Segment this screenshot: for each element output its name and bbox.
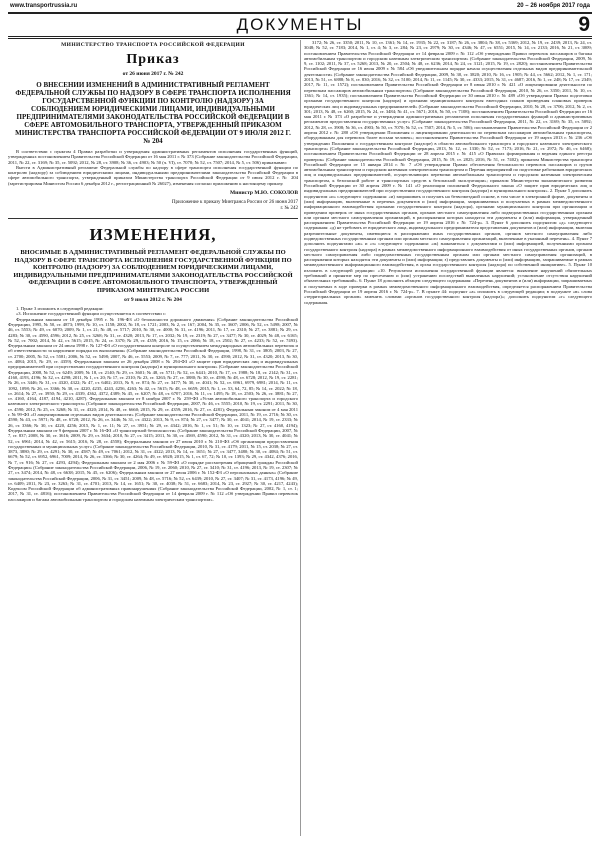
changes-title: ИЗМЕНЕНИЯ, bbox=[89, 225, 217, 245]
order-date: от 26 июня 2017 г. № 242 bbox=[122, 71, 184, 77]
masthead bbox=[8, 12, 592, 39]
page-meta bbox=[0, 0, 600, 12]
order-clause: Внести в Административный регламент Федеральной службы по надзору в сфере транспорта исполнения государственной функции по контролю (надзору) за соблюдением юридическими лицами, индивидуальными предпринимателями законодательства Российской Федерации в сфере автомобильного транспорта, утвержденный приказом Министерства транспорта Российской Федерации от 9 июля 2012 г. № 204 (зарегистрирован Минюстом России 6 декабря 2012 г., регистрационный № 26027), изменения согласно приложению к настоящему приказу. bbox=[8, 164, 298, 186]
appendix-note: Приложение к приказу Минтранса России от 26 июня 2017 г. № 242 bbox=[171, 200, 298, 212]
order-intro: В соответствии с пунктом 4 Правил разработки и утверждения административных регламентов исполнения государственных функций, утвержденных постановлением Правительства Российской Федерации от 16 мая 2011 г. № 373 (Собрание законодательства Российской Федерации, 2011, № 22, ст. 3169; № 35, ст. 5092; 2012, № 28, ст. 3908; № 36, ст. 4903; № 50 (ч. VI), ст. 7070; № 52, ст. 7507; 2014, № 5, ст. 506) приказываю: bbox=[8, 149, 298, 165]
changes-item-1: 1. Пункт 3 изложить в следующей редакции: bbox=[16, 306, 104, 312]
changes-heading: ВНОСИМЫЕ В АДМИНИСТРАТИВНЫЙ РЕГЛАМЕНТ ФЕДЕРАЛЬНОЙ СЛУЖБЫ ПО НАДЗОРУ В СФЕРЕ ТРАНСПОРТА ИСПОЛНЕНИЯ ГОСУДАРСТВЕННОЙ ФУНКЦИИ ПО КОНТРОЛЮ (НАДЗОРУ) ЗА СОБЛЮДЕНИЕМ ЮРИДИЧЕСКИМИ ЛИЦАМИ, ИНДИВИДУАЛЬНЫМИ ПРЕДПРИНИМАТЕЛЯМИ ЗАКОНОДАТЕЛЬСТВА РОССИЙСКОЙ ФЕДЕРАЦИИ В СФЕРЕ АВТОМОБИЛЬНОГО ТРАНСПОРТА, УТВЕРЖДЕННЫЙ ПРИКАЗОМ МИНТРАНСА РОССИИ bbox=[13, 249, 293, 294]
divider bbox=[8, 218, 298, 219]
issue-date: 20 – 26 ноября 2017 года bbox=[516, 3, 590, 9]
left-column bbox=[8, 40, 298, 836]
changes-date: от 9 июля 2012 г. № 204 bbox=[124, 297, 182, 304]
changes-text-right: 3172; № 26, ст. 3350; 2011, № 10, ст. 1361; № 14, ст. 1935; № 22, ст. 3187; № 26, ст. 3804; № 38, ст. 5369; 2012, № 19, ст. 2439; 2013, № 24, ст. 3048; № 52, ст. 7183; 2014, № 1, ст. 4; № 3, ст. 284; № 23, ст. 2979; № 30, ст. 4346; № 47, ст. 6551; 2015, № 14, ст. 2133; 2016, № 21, ст. 3009; постановлением Правительства Российской Федерации от 14 февраля 2009 г. № 112 «Об утверждении Правил перевозок пассажиров и багажа автомобильным транспортом и городским наземным электрическим транспортом» (Собрание законодательства Российской Федерации, 2009, № 9, ст. 1102; 2011, № 37, ст. 5268; 2013, № 20, ст. 2504; № 48, ст. 6236; 2014, № 24, ст. 3121; 2015, № 19, ст. 2820); постановлением Правительства Российской Федерации от 16 июля 2009 г. № 584 «Об уведомительном порядке начала осуществления отдельных видов предпринимательской деятельности» (Собрание законодательства Российской Федерации, 2009, № 30, ст. 3820; 2010, № 16, ст. 1905; № 44, ст. 5662; 2012, № 1, ст. 171; 2013, № 51, ст. 6888; № 8, ст. 830; 2016, № 32, ст. 5100; 2014, № 11, ст. 1145; № 30, ст. 4333; 2015, № 31, ст. 4687; 2016, № 1, ст. 248; № 17, ст. 2349; 2017, № 11, ст. 1572); постановлением Правительства Российской Федерации от 8 июня 2010 г. № 421 «О лицензировании деятельности по перевозкам пассажиров автомобильным транспортом» (Собрание законодательства Российской Федерации, 2010, № 26, ст. 3350; 2011, № 10, ст. 1361; № 14, ст. 1935); постановлением Правительства Российской Федерации от 30 июня 2010 г. № 489 «Об утверждении Правил подготовки органами государственного контроля (надзора) и органами муниципального контроля ежегодных планов проведения плановых проверок юридических лиц и индивидуальных предпринимателей» (Собрание законодательства Российской Федерации, 2010, № 28, ст. 3706; 2012, № 2, ст. 301; 2013, № 48, ст. 6260; 2015, № 24, ст. 3484; № 41, ст. 5671; 2016, № 50, ст. 7108); постановлением Правительства Российской Федерации от 16 мая 2011 г. № 373 «О разработке и утверждении административных регламентов исполнения государственных функций и административных регламентов предоставления государственных услуг» (Собрание законодательства Российской Федерации, 2011, № 22, ст. 3169; № 35, ст. 5092; 2012, № 28, ст. 3908; № 36, ст. 4903; № 50, ст. 7070; № 52, ст. 7507; 2014, № 5, ст. 506); постановлением Правительства Российской Федерации от 2 апреля 2012 г. № 280 «Об утверждении Положения о лицензировании деятельности по перевозкам пассажиров автомобильным транспортом, оборудованным для перевозок более восьми человек»; постановлением Правительства Российской Федерации от 19 марта 2013 г. № 236 «Об утверждении Положения о государственном контроле (надзоре) в области автомобильного транспорта и городского наземного электрического транспорта» (Собрание законодательства Российской Федерации, 2013, № 12, ст. 1330; № 52, ст. 7173; 2016, № 21, ст. 2972; № 46, ст. 6468); постановлением Правительства Российской Федерации от 28 апреля 2015 г. № 415 «О Правилах формирования и ведения единого реестра проверок» (Собрание законодательства Российской Федерации, 2015, № 19, ст. 2825; 2016, № 51, ст. 7402); приказом Министерства транспорта Российской Федерации от 15 января 2014 г. № 7 «Об утверждении Правил обеспечения безопасности перевозок пассажиров и грузов автомобильным транспортом и городским наземным электрическим транспортом и Перечня мероприятий по подготовке работников юридических лиц и индивидуальных предпринимателей, осуществляющих перевозки автомобильным транспортом и городским наземным электрическим транспортом, к безопасной работе и транспортных средств к безопасной эксплуатации»; приказом Министерства экономического развития Российской Федерации от 30 апреля 2009 г. № 141 «О реализации положений Федерального закона «О защите прав юридических лиц и индивидуальных предпринимателей при осуществлении государственного контроля (надзора) и муниципального контроля». 2. Пункт 5 дополнить подпунктом «и» следующего содержания: «и) запрашивать и получать на безвозмездной основе, в том числе в электронной форме, документы и (или) информацию, включенные в перечень документов и (или) информации, запрашиваемых и получаемых в рамках межведомственного информационного взаимодействия органами государственного контроля (надзора), органами муниципального контроля при организации и проведении проверок от иных государственных органов, органов местного самоуправления либо подведомственных государственным органам или органам местного самоуправления организаций, в распоряжении которых находятся эти документы и (или) информация, утвержденный распоряжением Правительства Российской Федерации от 19 апреля 2016 г. № 724-р». 3. Пункт 6 дополнить подпунктом «д» следующего содержания: «д) не требовать от юридического лица, индивидуального предпринимателя представления документов и (или) информации, включая разрешительные документы, имеющиеся в распоряжении иных государственных органов, органов местного самоуправления либо подведомственных государственным органам или органам местного самоуправления организаций, включенные в указанный перечень». 4. Пункт 7 дополнить подпунктами «ж» и «з» следующего содержания: «ж) знакомиться с документами и (или) информацией, полученными органом государственного контроля (надзора) в рамках межведомственного информационного взаимодействия от иных государственных органов, органов местного самоуправления либо подведомственных государственным органам или органам местного самоуправления организаций, в распоряжении которых находятся эти документы и (или) информация; з) представлять документы и (или) информацию, запрашиваемые в рамках межведомственного информационного взаимодействия, в орган государственного контроля (надзора) по собственной инициативе». 5. Пункт 10 изложить в следующей редакции: «10. Результатом исполнения государственной функции является: выявление нарушений обязательных требований и принятие мер по пресечению и (или) устранению последствий выявленных нарушений; установление отсутствия нарушений обязательных требований». 6. Пункт 18 дополнить абзацем следующего содержания: «Перечень документов и (или) информации, запрашиваемых и получаемых в ходе проверки в рамках межведомственного информационного взаимодействия, определяется распоряжением Правительства Российской Федерации от 19 апреля 2016 г. № 724-р». 7. В пункте 44: подпункт «а» изложить в следующей редакции; в подпункте «в» слова «территориальных органов» заменить словами «органов государственного контроля (надзора)»; дополнить подпунктом «г» следующего содержания. bbox=[304, 40, 592, 305]
right-column bbox=[304, 40, 592, 836]
ministry-name: МИНИСТЕРСТВО ТРАНСПОРТА РОССИЙСКОЙ ФЕДЕРАЦИИ bbox=[61, 42, 245, 48]
changes-item-1-quote: «3. Исполнение государственной функции осуществляется в соответствии с: bbox=[16, 311, 167, 317]
site-url[interactable]: www.transportrussia.ru bbox=[10, 3, 78, 9]
column-rule bbox=[300, 40, 301, 836]
order-heading: О ВНЕСЕНИИ ИЗМЕНЕНИЙ В АДМИНИСТРАТИВНЫЙ РЕГЛАМЕНТ ФЕДЕРАЛЬНОЙ СЛУЖБЫ ПО НАДЗОРУ В СФЕРЕ ТРАНСПОРТА ИСПОЛНЕНИЯ ГОСУДАРСТВЕННОЙ ФУНКЦИИ ПО КОНТРОЛЮ (НАДЗОРУ) ЗА СОБЛЮДЕНИЕМ ЮРИДИЧЕСКИМИ ЛИЦАМИ, ИНДИВИДУАЛЬНЫМИ ПРЕДПРИНИМАТЕЛЯМИ ЗАКОНОДАТЕЛЬСТВА РОССИЙСКОЙ ФЕДЕРАЦИИ В СФЕРЕ АВТОМОБИЛЬНОГО ТРАНСПОРТА, УТВЕРЖДЕННЫЙ ПРИКАЗОМ МИНИСТЕРСТВА ТРАНСПОРТА РОССИЙСКОЙ ФЕДЕРАЦИИ ОТ 9 ИЮЛЯ 2012 Г. № 204 bbox=[15, 81, 291, 145]
page-number: 9 bbox=[578, 13, 590, 36]
order-body bbox=[8, 149, 298, 186]
changes-text-left: Федеральным законом от 10 декабря 1995 г. № 196-ФЗ «О безопасности дорожного движения» (Собрание законодательства Российской Федерации, 1995, № 50, ст. 4873; 1999, № 10, ст. 1158; 2002, № 18, ст. 1721; 2003, № 2, ст. 167; 2004, № 35, ст. 3607; 2006, № 52, ст. 5498; 2007, № 46, ст. 5553; № 49, ст. 6070; 2009, № 1, ст. 21; № 48, ст. 5717; 2010, № 30, ст. 4000; № 31, ст. 4196; 2011, № 17, ст. 2310; № 27, ст. 3881; № 29, ст. 4283; № 30, ст. 4590, 4596; 2012, № 25, ст. 3268; № 31, ст. 4320; 2013, № 17, ст. 2032; № 19, ст. 2319; № 27, ст. 3477; № 30, ст. 4029; № 48, ст. 6165; № 52, ст. 7002; 2014, № 42, ст. 5615; 2015, № 24, ст. 3370; № 29, ст. 4359; 2016, № 15, ст. 2066; № 18, ст. 2502; № 27, ст. 4233; № 52, ст. 7493). Федеральным законом от 24 июля 1998 г. № 127-ФЗ «О государственном контроле за осуществлением международных автомобильных перевозок и об ответственности за нарушение порядка их выполнения» (Собрание законодательства Российской Федерации, 1998, № 31, ст. 3805; 2003, № 27, ст. 2700; 2005, № 52, ст. 5581; 2006, № 52, ст. 5498; 2007, № 46, ст. 5553; 2009, № 7, ст. 777; 2011, № 30, ст. 4590; 2012, № 31, ст. 4320; 2013, № 30, ст. 4084; 2015, № 29, ст. 4359). Федеральным законом от 26 декабря 2008 г. № 294-ФЗ «О защите прав юридических лиц и индивидуальных предпринимателей при осуществлении государственного контроля (надзора) и муниципального контроля» (Собрание законодательства Российской Федерации, 2008, № 52, ст. 6249; 2009, № 18, ст. 2140; № 29, ст. 3601; № 48, ст. 5711; № 52, ст. 6441; 2010, № 17, ст. 1988; № 18, ст. 2142; № 31, ст. 4160, 4193, 4196; № 32, ст. 4298; 2011, № 1, ст. 20; № 17, ст. 2310; № 23, ст. 3263; № 27, ст. 3880; № 30, ст. 4590; № 48, ст. 6728; 2012, № 19, ст. 2281; № 26, ст. 3446; № 31, ст. 4320, 4322; № 47, ст. 6402; 2013, № 9, ст. 874; № 27, ст. 3477; № 30, ст. 4041; № 52, ст. 6961, 6979, 6981; 2014, № 11, ст. 1092, 1098; № 26, ст. 3366; № 30, ст. 4220, 4235, 4243, 4256, 4263; № 42, ст. 5615; № 48, ст. 6659; 2015, № 1, ст. 53, 64, 72, 85; № 14, ст. 2022; № 18, ст. 2614; № 27, ст. 3950; № 29, ст. 4339, 4362, 4372, 4389; № 45, ст. 6207; № 48, ст. 6707; 2016, № 11, ст. 1495; № 18, ст. 2503; № 26, ст. 3881; № 27, ст. 4160, 4164, 4187, 4194, 4210, 4287). Федеральным законом от 8 ноября 2007 г. № 259-ФЗ «Устав автомобильного транспорта и городского наземного электрического транспорта» (Собрание законодательства Российской Федерации, 2007, № 46, ст. 5555; 2010, № 19, ст. 2291; 2011, № 30, ст. 4590; 2012, № 25, ст. 3268; № 31, ст. 4320; 2014, № 48, ст. 6660; 2015, № 29, ст. 4359; 2016, № 27, ст. 4281); Федеральным законом от 4 мая 2011 г. № 99-ФЗ «О лицензировании отдельных видов деятельности» (Собрание законодательства Российской Федерации, 2011, № 19, ст. 2716; № 30, ст. 4590; № 43, ст. 5971; № 48, ст. 6728; 2012, № 26, ст. 3446; № 31, ст. 4322; 2013, № 9, ст. 874; № 27, ст. 3477; № 30, ст. 4041; 2014, № 19, ст. 2333; № 26, ст. 3366; № 30, ст. 4220, 4256; 2015, № 1, ст. 11; № 27, ст. 3951; № 29, ст. 4342; 2016, № 1, ст. 51; № 10, ст. 1323; № 27, ст. 4160, 4194); Федеральным законом от 9 февраля 2007 г. № 16-ФЗ «О транспортной безопасности» (Собрание законодательства Российской Федерации, 2007, № 7, ст. 837; 2008, № 30, ст. 3616; 2009, № 29, ст. 3634; 2010, № 27, ст. 3415; 2011, № 30, ст. 4569, 4590; 2012, № 31, ст. 4320; 2013, № 30, ст. 4041; № 52, ст. 6961; 2014, № 42, ст. 5615; 2016, № 28, ст. 4558); Федеральным законом от 27 июля 2010 г. № 210-ФЗ «Об организации предоставления государственных и муниципальных услуг» (Собрание законодательства Российской Федерации, 2010, № 31, ст. 4179; 2011, № 15, ст. 2038; № 27, ст. 3873, 3880; № 29, ст. 4291; № 30, ст. 4587; № 49, ст. 7061; 2012, № 31, ст. 4322; 2013, № 14, ст. 1651; № 27, ст. 3477, 3480; № 30, ст. 4084; № 51, ст. 6679; № 52, ст. 6952, 6961, 7009; 2014, № 26, ст. 3366; № 30, ст. 4264; № 49, ст. 6928; 2015, № 1, ст. 67, 72; № 10, ст. 1393; № 29, ст. 4342, 4376; 2016, № 7, ст. 916; № 27, ст. 4293, 4294); Федеральным законом от 2 мая 2006 г. № 59-ФЗ «О порядке рассмотрения обращений граждан Российской Федерации» (Собрание законодательства Российской Федерации, 2006, № 19, ст. 2060; 2010, № 27, ст. 3410; № 31, ст. 4196; 2013, № 19, ст. 2307; № 27, ст. 3474; 2014, № 48, ст. 6638; 2015, № 45, ст. 6206); Федеральным законом от 27 июля 2006 г. № 152-ФЗ «О персональных данных» (Собрание законодательства Российской Федерации, 2006, № 31, ст. 3451; 2009, № 48, ст. 5716; № 52, ст. 6439; 2010, № 27, ст. 3407; № 31, ст. 4173, 4196; № 49, ст. 6409; 2011, № 23, ст. 3263; № 31, ст. 4701; 2013, № 14, ст. 1651; № 30, ст. 4038; № 51, ст. 6683; 2014, № 23, ст. 2927; № 30, ст. 4217, 4243); Кодексом Российской Федерации об административных правонарушениях (Собрание законодательства Российской Федерации, 2002, № 1, ст. 1; 2017, № 31, ст. 4816); постановлением Правительства Российской Федерации от 14 февраля 2009 г. № 112 «Об утверждении Правил перевозок пассажиров и багажа автомобильным транспортом и городским наземным электрическим транспортом». bbox=[8, 316, 298, 502]
minister-signature: Министр М.Ю. СОКОЛОВ bbox=[229, 190, 298, 197]
changes-body-right bbox=[304, 40, 592, 305]
changes-body-left bbox=[8, 306, 298, 502]
order-title: Приказ bbox=[126, 52, 180, 67]
section-title: ДОКУМЕНТЫ bbox=[236, 15, 364, 34]
